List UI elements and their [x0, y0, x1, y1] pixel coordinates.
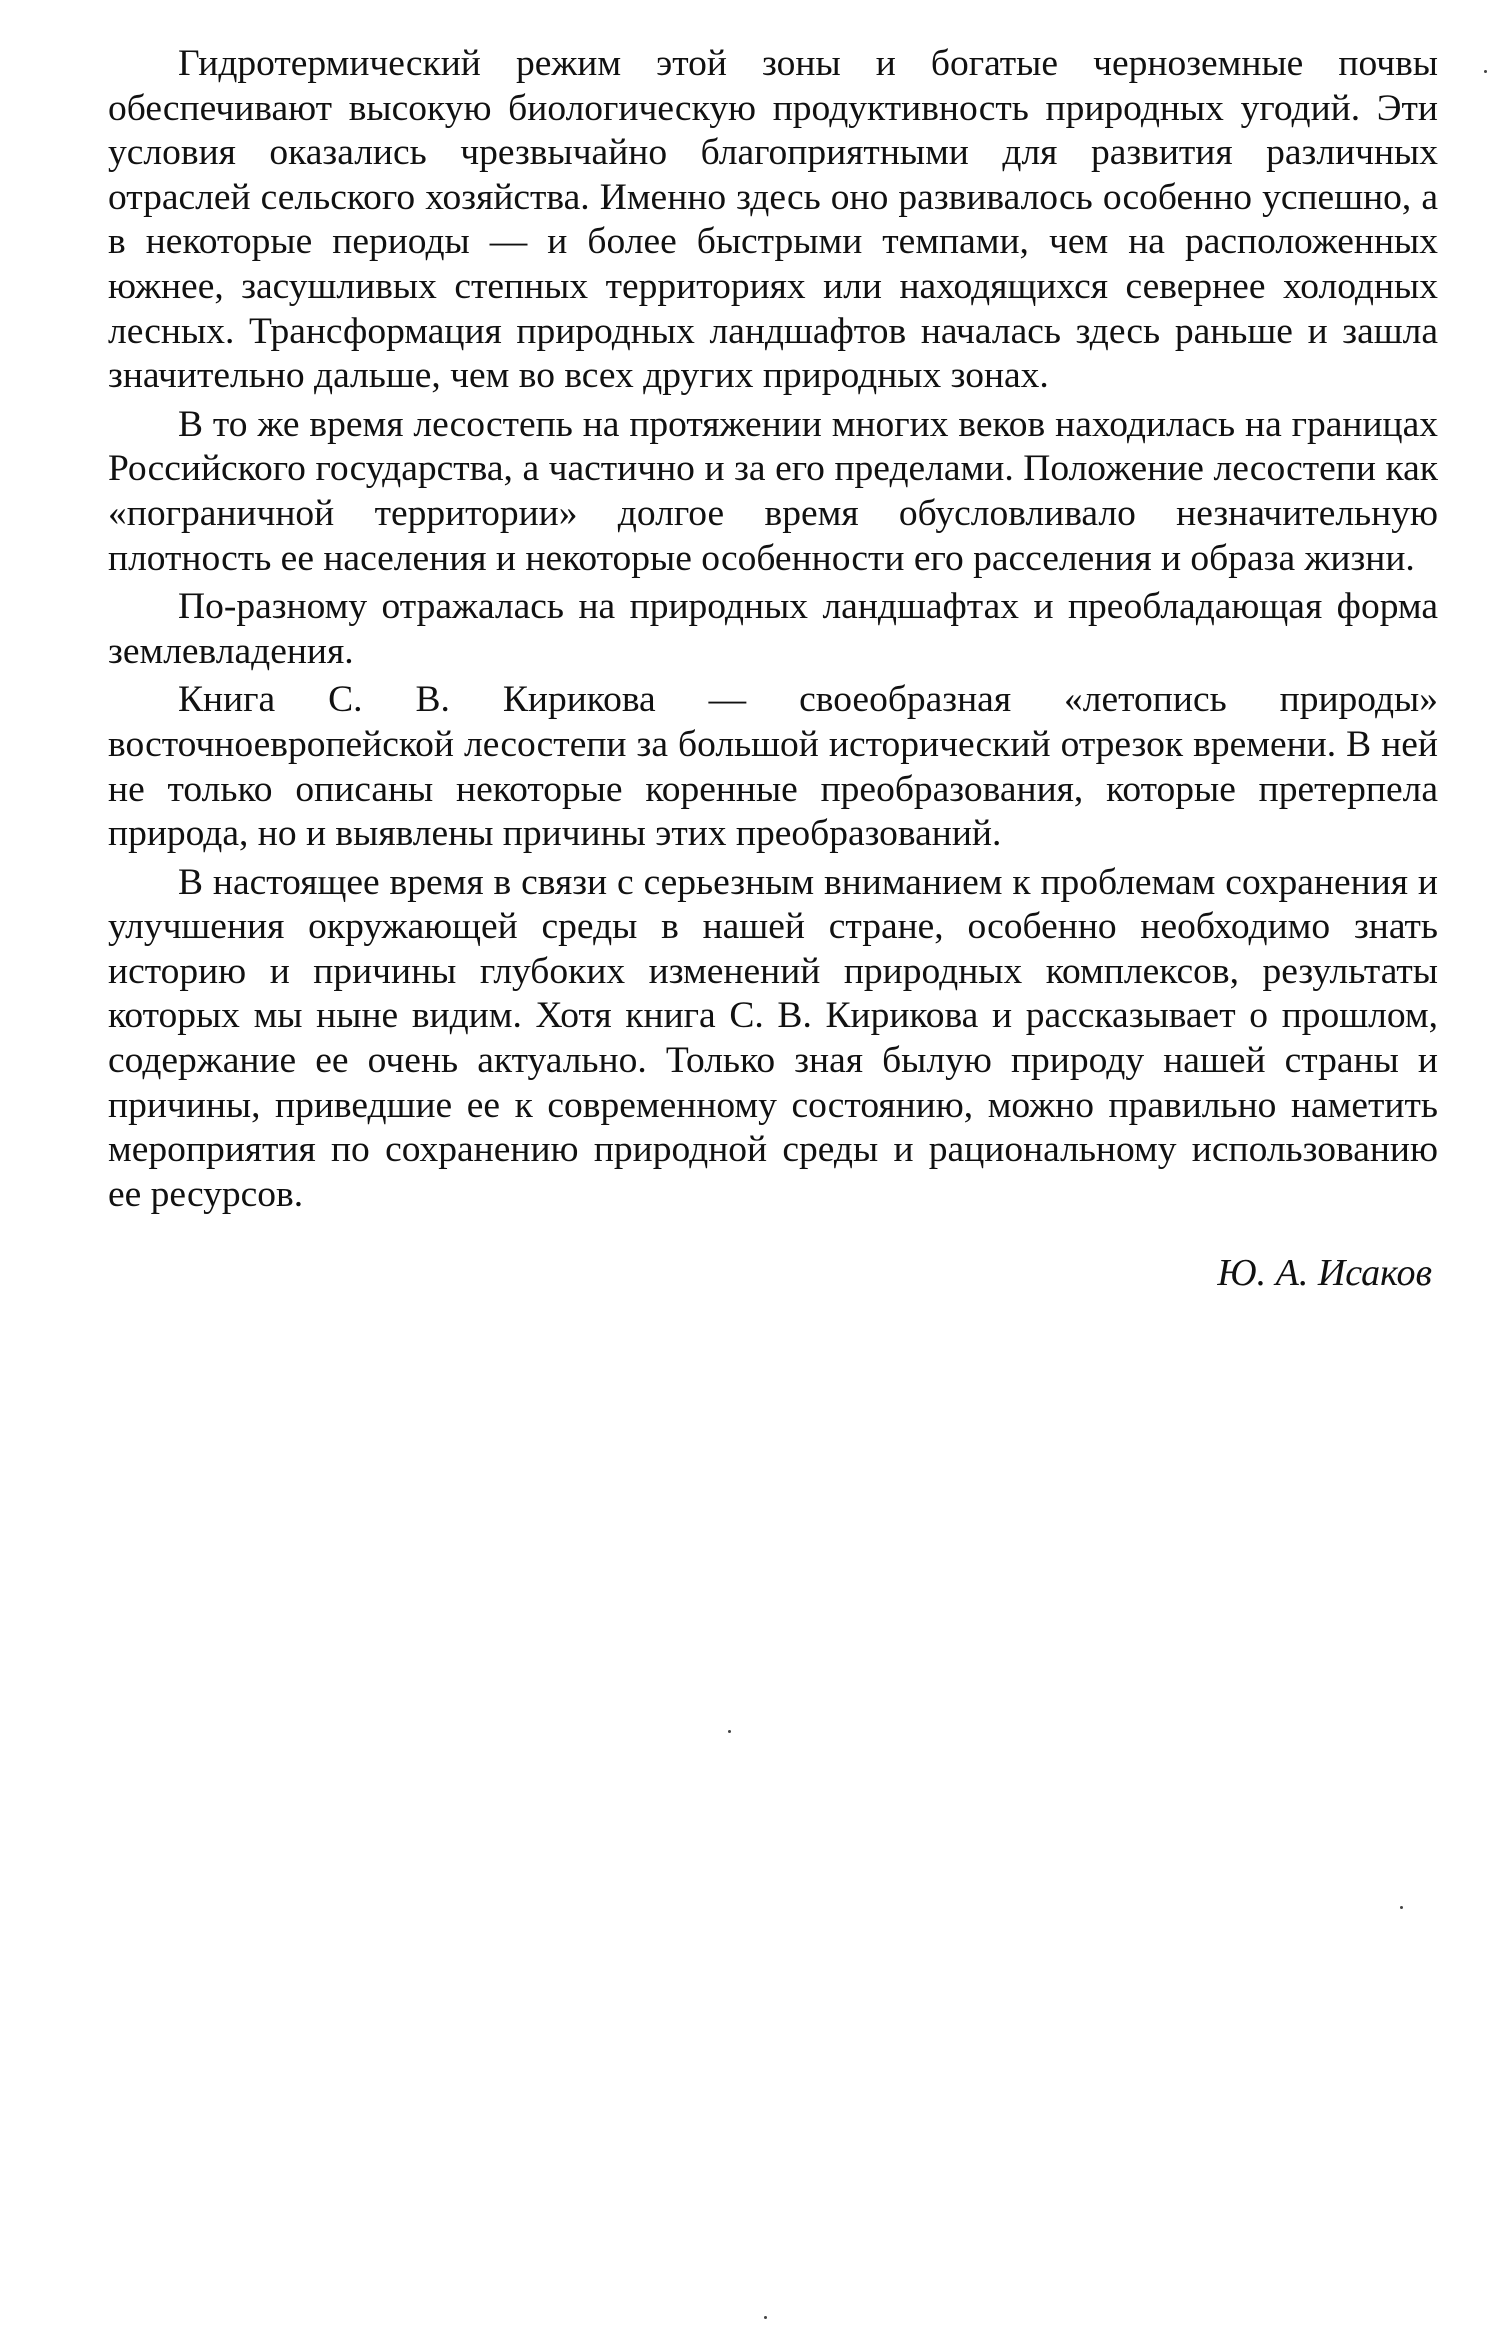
scan-speck — [1400, 1906, 1403, 1909]
paragraph-3: По-разному отражалась на природных ландшафтах и преобладающая форма землевладения. — [108, 586, 1438, 672]
paragraph-5: В настоящее время в связи с серьезным вниманием к проблемам сохранения и улучшения окружающей среды в нашей стране, особенно необходимо знать историю и причины глубоких изменений природных комплексов, результаты которых мы ныне видим. Хотя книга С. В. Кирикова и рассказывает о прошлом, содержание ее очень актуально. Только зная былую природу нашей страны и причины, приведшие ее к современному состоянию, можно правильно наметить мероприятия по сохранению природной среды и рациональному использованию ее ресурсов. — [108, 861, 1438, 1215]
author-signature: Ю. А. Исаков — [1217, 1252, 1432, 1295]
document-page — [108, 42, 1438, 1296]
scan-speck — [728, 1730, 731, 1733]
scan-speck — [1484, 70, 1487, 73]
paragraph-1: Гидротермический режим этой зоны и богатые черноземные почвы обеспечивают высокую биологическую продуктивность природных угодий. Эти условия оказались чрезвычайно благоприятными для развития различных отраслей сельского хозяйства. Именно здесь оно развивалось особенно успешно, а в некоторые периоды — и более быстрыми темпами, чем на расположенных южнее, засушливых степных территориях или находящихся севернее холодных лесных. Трансформация природных ландшафтов началась здесь раньше и зашла значительно дальше, чем во всех других природных зонах. — [108, 43, 1438, 397]
scan-speck — [764, 2316, 767, 2319]
paragraph-2: В то же время лесостепь на протяжении многих веков находилась на границах Российского государства, а частично и за его пределами. Положение лесостепи как «пограничной территории» долгое время обусловливало незначительную плотность ее населения и некоторые особенности его расселения и образа жизни. — [108, 403, 1438, 579]
paragraph-4: Книга С. В. Кирикова — своеобразная «летопись природы» восточноевропейской лесостепи за большой исторический отрезок времени. В ней не только описаны некоторые коренные преобразования, которые претерпела природа, но и выявлены причины этих преобразований. — [108, 679, 1438, 855]
